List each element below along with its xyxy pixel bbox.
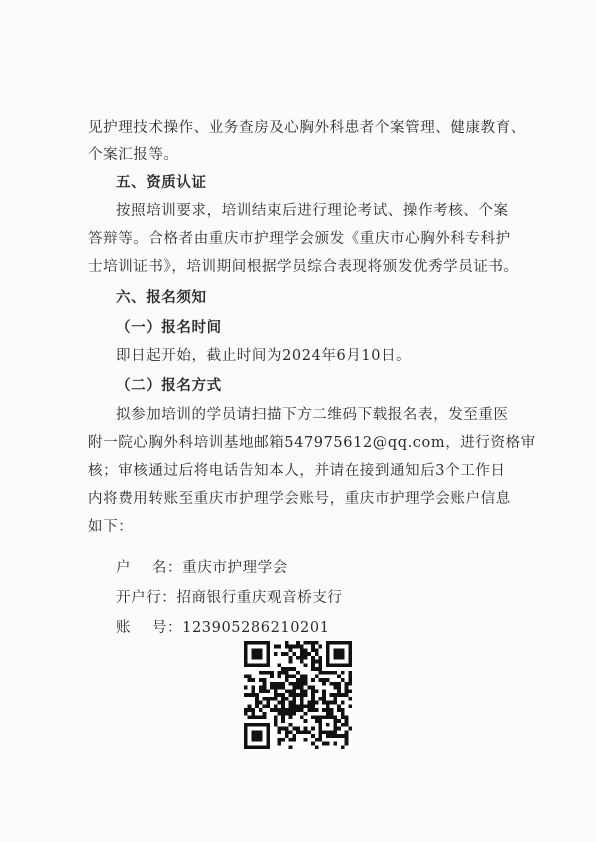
- account-name-row: [116, 558, 566, 578]
- text-line: 附一院心胸外科培训基地邮箱547975612@qq.com，进行资格审: [88, 435, 536, 451]
- account-number-value: 123905286210201: [182, 620, 330, 636]
- text-line: 按照培训要求，培训结束后进行理论考试、操作考核、个案: [116, 203, 509, 219]
- account-number-label: 账 号：: [116, 620, 183, 636]
- account-name-value: 重庆市护理学会: [182, 560, 288, 576]
- text-line: 答辩等。合格者由重庆市护理学会颁发《重庆市心胸外科专科护: [88, 231, 511, 247]
- account-bank-row: [116, 588, 566, 608]
- subsection-heading: （二）报名方式: [116, 377, 222, 394]
- text-line: 核；审核通过后将电话告知本人，并请在接到通知后3个工作日: [88, 463, 506, 479]
- subsection-heading: （一）报名时间: [116, 319, 222, 336]
- section-heading: 六、报名须知: [116, 289, 207, 306]
- section-heading: 五、资质认证: [116, 174, 207, 191]
- text-line: 即日起开始，截止时间为2024年6月10日。: [116, 348, 412, 364]
- qr-code-icon[interactable]: [244, 641, 352, 749]
- account-number-row: [116, 618, 566, 638]
- account-name-label: 户 名：: [116, 560, 183, 576]
- text-line: 内将费用转账至重庆市护理学会账号，重庆市护理学会账户信息: [88, 491, 511, 507]
- text-line: 拟参加培训的学员请扫描下方二维码下载报名表，发至重医: [116, 407, 509, 423]
- text-line: 个案汇报等。: [88, 147, 179, 163]
- account-bank-value: 招商银行重庆观音桥支行: [176, 590, 343, 606]
- text-line: 见护理技术操作、业务查房及心胸外科患者个案管理、健康教育、: [88, 120, 526, 136]
- text-line: 士培训证书》，培训期间根据学员综合表现将颁发优秀学员证书。: [88, 259, 519, 275]
- account-bank-label: 开户行：: [116, 590, 177, 606]
- text-line: 如下：: [88, 519, 134, 535]
